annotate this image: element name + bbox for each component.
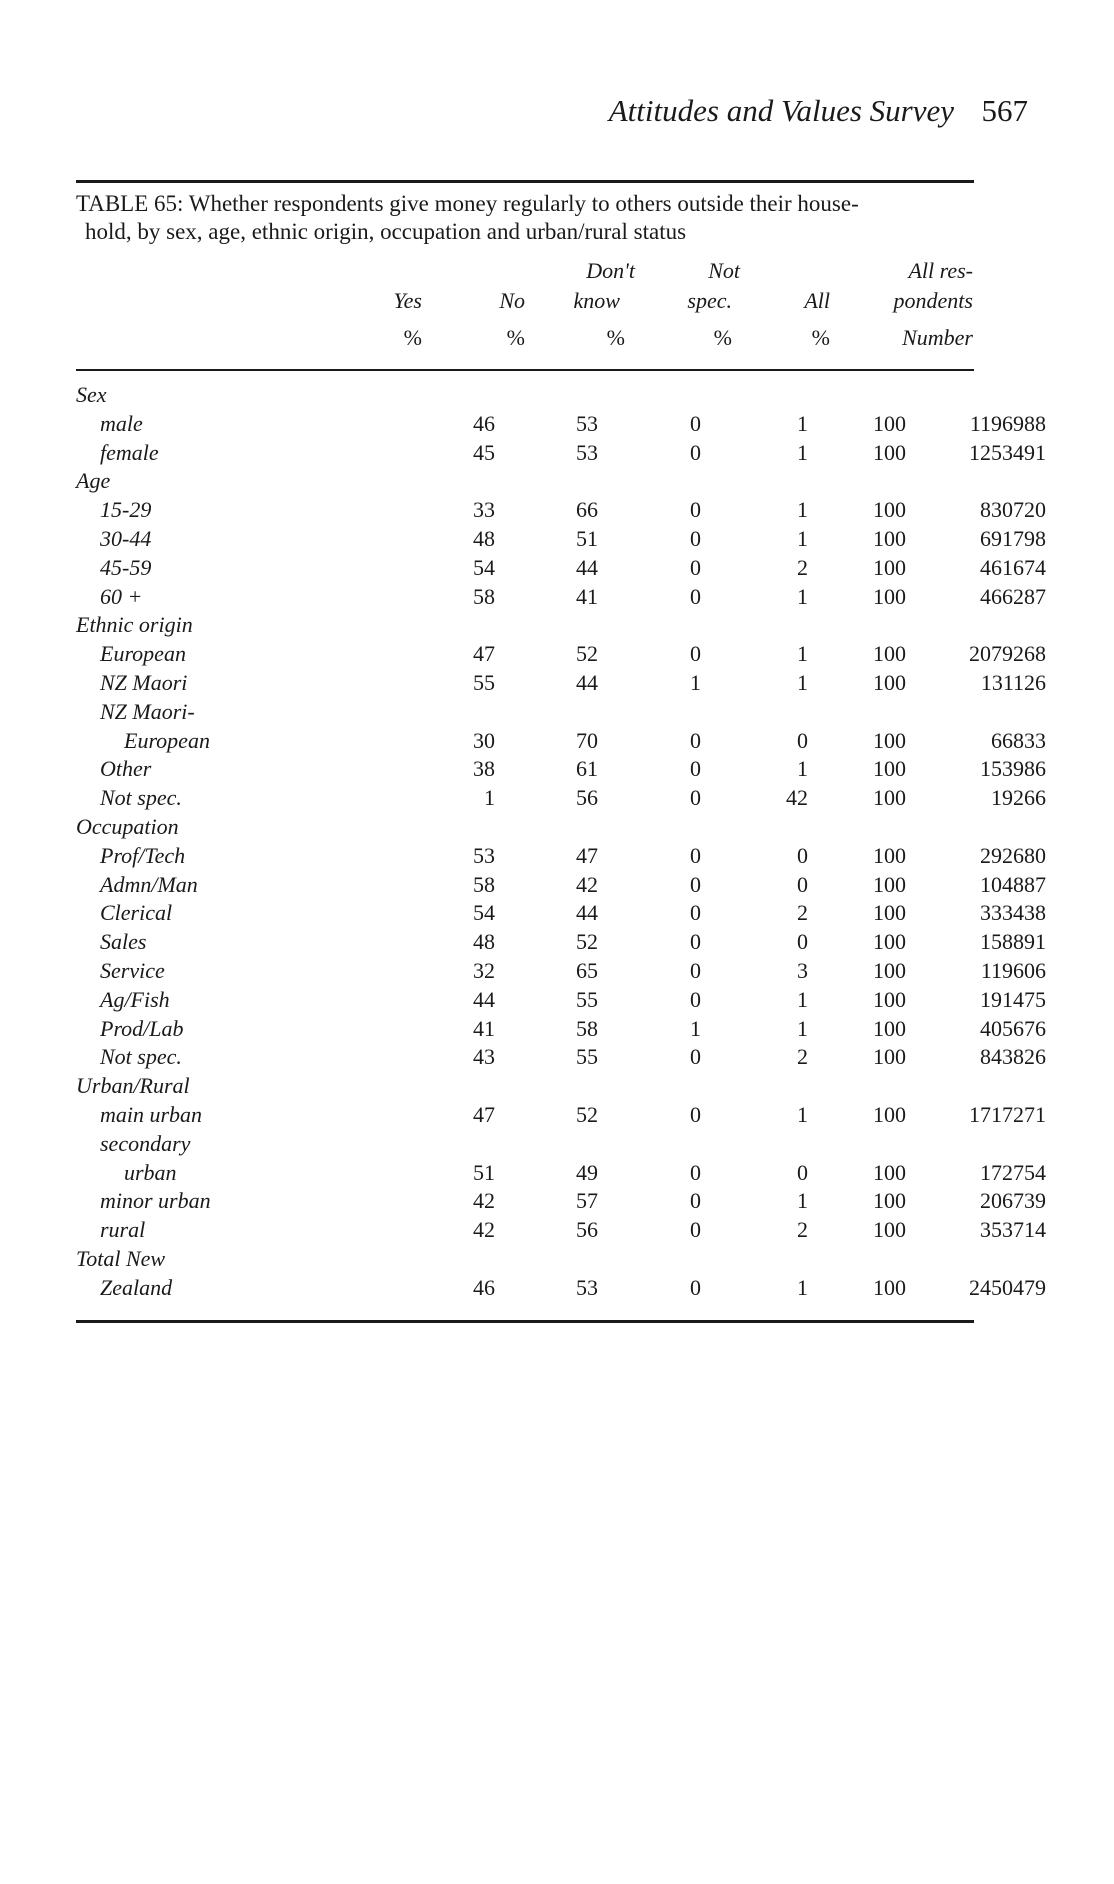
cell-all: 100 — [873, 1188, 906, 1214]
cell-yes: 51 — [473, 1159, 495, 1185]
cell-yes: 1 — [484, 785, 495, 811]
cell-dont-know: 0 — [690, 785, 701, 811]
table-row — [76, 1188, 1046, 1216]
cell-all: 100 — [873, 410, 906, 436]
cell-not-spec: 1 — [797, 1274, 808, 1300]
table-row — [76, 699, 976, 727]
cell-not-spec: 1 — [797, 526, 808, 551]
section-row — [76, 1073, 976, 1101]
row-label: Service — [100, 958, 165, 983]
row-label: Prod/Lab — [100, 1015, 184, 1041]
cell-no: 65 — [576, 958, 598, 983]
cell-yes: 58 — [473, 583, 495, 609]
cell-no: 56 — [576, 1217, 598, 1243]
cell-all: 100 — [873, 842, 906, 868]
header-all-respondents-line1: All res- — [908, 258, 973, 283]
row-label: Clerical — [100, 900, 173, 926]
table-row — [76, 1159, 1046, 1188]
row-label: 45-59 — [100, 554, 152, 580]
cell-no: 58 — [576, 1015, 598, 1041]
row-label: 60 + — [100, 583, 143, 609]
table-row — [76, 439, 1046, 468]
cell-yes: 42 — [473, 1217, 495, 1243]
table-row — [76, 526, 1046, 554]
row-label: secondary — [100, 1130, 191, 1156]
cell-number: 191475 — [980, 986, 1046, 1012]
row-label: male — [100, 410, 143, 436]
cell-no: 47 — [576, 842, 598, 868]
header-no: No — [499, 288, 525, 313]
table-row — [76, 871, 1046, 900]
cell-yes: 54 — [473, 554, 495, 580]
cell-dont-know: 1 — [690, 670, 701, 695]
section-label: Sex — [76, 382, 107, 407]
row-label: Other — [100, 756, 152, 782]
cell-all: 100 — [873, 785, 906, 811]
row-label: European — [124, 727, 210, 753]
cell-no: 53 — [576, 439, 598, 465]
cell-number: 131126 — [980, 670, 1046, 695]
cell-number: 158891 — [980, 929, 1046, 955]
section-label: Occupation — [76, 814, 179, 839]
section-label: Urban/Rural — [76, 1073, 190, 1099]
cell-yes: 55 — [473, 670, 495, 695]
section-row — [76, 814, 976, 842]
row-label: NZ Maori- — [100, 698, 195, 724]
cell-number: 1253491 — [969, 439, 1046, 465]
cell-number: 405676 — [980, 1015, 1046, 1041]
table-row — [76, 1217, 1046, 1245]
cell-dont-know: 0 — [690, 526, 701, 551]
table-row — [76, 986, 1046, 1015]
cell-no: 49 — [576, 1159, 598, 1185]
cell-all: 100 — [873, 986, 906, 1012]
cell-number: 1196988 — [969, 410, 1046, 436]
table-caption — [76, 190, 976, 246]
unit-all-respondents: Number — [902, 325, 973, 350]
page-number: 567 — [981, 93, 1028, 128]
cell-not-spec: 0 — [797, 929, 808, 955]
cell-all: 100 — [873, 1159, 906, 1185]
cell-no: 56 — [576, 785, 598, 811]
cell-number: 461674 — [980, 554, 1046, 580]
cell-yes: 54 — [473, 900, 495, 926]
cell-number: 843826 — [980, 1044, 1046, 1070]
table-row — [76, 929, 1046, 957]
cell-not-spec: 1 — [797, 986, 808, 1012]
table-row — [76, 958, 1046, 986]
cell-yes: 48 — [473, 929, 495, 955]
table-row — [76, 554, 1046, 583]
cell-yes: 41 — [473, 1015, 495, 1041]
cell-no: 44 — [576, 900, 598, 926]
cell-dont-know: 0 — [690, 583, 701, 609]
header-yes: Yes — [393, 288, 422, 313]
cell-dont-know: 0 — [690, 986, 701, 1012]
cell-dont-know: 0 — [690, 1188, 701, 1214]
unit-all: % — [811, 325, 830, 350]
cell-dont-know: 0 — [690, 410, 701, 436]
table-row — [76, 1015, 1046, 1044]
cell-not-spec: 1 — [797, 439, 808, 465]
cell-number: 2079268 — [969, 641, 1046, 667]
cell-number: 1717271 — [969, 1102, 1046, 1127]
cell-dont-know: 0 — [690, 641, 701, 667]
table-row — [76, 410, 1046, 439]
row-label: Sales — [100, 929, 147, 955]
cell-no: 51 — [576, 526, 598, 551]
row-label: Ag/Fish — [100, 986, 170, 1012]
cell-not-spec: 0 — [797, 1159, 808, 1185]
cell-not-spec: 42 — [786, 785, 808, 811]
row-label: main urban — [100, 1102, 203, 1127]
unit-yes: % — [403, 325, 422, 350]
table-row — [76, 727, 1046, 756]
cell-number: 19266 — [991, 785, 1046, 811]
unit-dont-know: % — [606, 325, 625, 350]
cell-not-spec: 0 — [797, 871, 808, 897]
cell-all: 100 — [873, 1044, 906, 1070]
row-label: 15-29 — [100, 497, 152, 523]
cell-not-spec: 1 — [797, 1015, 808, 1041]
cell-no: 55 — [576, 1044, 598, 1070]
section-row — [76, 468, 976, 496]
cell-dont-know: 0 — [690, 1102, 701, 1127]
table-row — [76, 583, 1046, 612]
unit-no: % — [506, 325, 525, 350]
cell-yes: 42 — [473, 1188, 495, 1214]
unit-not-spec: % — [713, 325, 732, 350]
cell-all: 100 — [873, 958, 906, 983]
header-rule — [76, 369, 974, 371]
cell-all: 100 — [873, 497, 906, 523]
table-row — [76, 670, 1046, 698]
cell-all: 100 — [873, 670, 906, 695]
cell-yes: 58 — [473, 871, 495, 897]
cell-no: 61 — [576, 756, 598, 782]
caption-line-1: TABLE 65: Whether respondents give money regularly to others outside their house- — [76, 191, 859, 216]
cell-yes: 46 — [473, 1274, 495, 1300]
cell-not-spec: 2 — [797, 554, 808, 580]
cell-not-spec: 2 — [797, 1217, 808, 1243]
cell-all: 100 — [873, 871, 906, 897]
cell-yes: 32 — [473, 958, 495, 983]
cell-not-spec: 1 — [797, 410, 808, 436]
cell-number: 172754 — [980, 1159, 1046, 1185]
cell-not-spec: 0 — [797, 842, 808, 868]
cell-number: 119606 — [980, 958, 1046, 983]
cell-yes: 43 — [473, 1044, 495, 1070]
row-label: NZ Maori — [100, 670, 188, 695]
cell-not-spec: 1 — [797, 1188, 808, 1214]
cell-yes: 53 — [473, 842, 495, 868]
top-rule — [76, 180, 974, 183]
cell-dont-know: 0 — [690, 1159, 701, 1185]
cell-not-spec: 2 — [797, 900, 808, 926]
cell-yes: 45 — [473, 439, 495, 465]
cell-no: 57 — [576, 1188, 598, 1214]
section-row — [76, 612, 976, 640]
cell-all: 100 — [873, 554, 906, 580]
cell-not-spec: 1 — [797, 497, 808, 523]
header-dont-know-line2: know — [573, 288, 620, 313]
cell-number: 830720 — [980, 497, 1046, 523]
row-label: European — [100, 641, 186, 667]
running-title: Attitudes and Values Survey — [608, 93, 954, 128]
cell-not-spec: 1 — [797, 583, 808, 609]
caption-line-2: hold, by sex, age, ethnic origin, occupation and urban/rural status — [85, 219, 687, 244]
cell-yes: 47 — [473, 1102, 495, 1127]
cell-no: 53 — [576, 410, 598, 436]
cell-no: 70 — [576, 727, 598, 753]
cell-dont-know: 0 — [690, 900, 701, 926]
cell-not-spec: 2 — [797, 1044, 808, 1070]
cell-all: 100 — [873, 756, 906, 782]
cell-number: 104887 — [980, 871, 1046, 897]
table-row — [76, 1131, 976, 1159]
table-row — [76, 900, 1046, 928]
table-row — [76, 756, 1046, 784]
cell-all: 100 — [873, 583, 906, 609]
row-label: 30-44 — [100, 526, 152, 551]
cell-all: 100 — [873, 439, 906, 465]
cell-all: 100 — [873, 526, 906, 551]
table-row — [76, 1274, 1046, 1303]
cell-yes: 47 — [473, 641, 495, 667]
section-row — [76, 1246, 976, 1274]
cell-all: 100 — [873, 1274, 906, 1300]
cell-yes: 48 — [473, 526, 495, 551]
header-not-spec-line1: Not — [708, 258, 740, 283]
cell-no: 44 — [576, 554, 598, 580]
cell-dont-know: 0 — [690, 554, 701, 580]
table-row — [76, 842, 1046, 871]
cell-dont-know: 0 — [690, 497, 701, 523]
cell-no: 41 — [576, 583, 598, 609]
section-row — [76, 382, 976, 410]
row-label: Admn/Man — [100, 871, 198, 897]
cell-number: 691798 — [980, 526, 1046, 551]
cell-no: 53 — [576, 1274, 598, 1300]
cell-all: 100 — [873, 1102, 906, 1127]
cell-no: 52 — [576, 929, 598, 955]
cell-dont-know: 0 — [690, 958, 701, 983]
cell-all: 100 — [873, 1015, 906, 1041]
cell-not-spec: 1 — [797, 756, 808, 782]
cell-dont-know: 0 — [690, 756, 701, 782]
cell-yes: 44 — [473, 986, 495, 1012]
cell-dont-know: 0 — [690, 1274, 701, 1300]
cell-not-spec: 1 — [797, 1102, 808, 1127]
table-row — [76, 785, 1046, 813]
header-all-respondents-line2: pondents — [893, 288, 973, 313]
row-label: urban — [124, 1159, 177, 1185]
bottom-rule — [76, 1320, 974, 1323]
cell-no: 52 — [576, 1102, 598, 1127]
cell-dont-know: 0 — [690, 1044, 701, 1070]
table-row — [76, 1102, 1046, 1130]
table-row — [76, 641, 1046, 669]
header-all: All — [804, 288, 830, 313]
cell-no: 44 — [576, 670, 598, 695]
row-label: Not spec. — [100, 1044, 182, 1070]
cell-dont-know: 0 — [690, 1217, 701, 1243]
cell-number: 333438 — [980, 900, 1046, 926]
cell-all: 100 — [873, 641, 906, 667]
section-label: Total New — [76, 1246, 166, 1271]
cell-no: 42 — [576, 871, 598, 897]
running-head — [0, 93, 1114, 133]
cell-dont-know: 1 — [690, 1015, 701, 1041]
cell-dont-know: 0 — [690, 439, 701, 465]
cell-yes: 30 — [473, 727, 495, 753]
cell-not-spec: 0 — [797, 727, 808, 753]
table-row — [76, 497, 1046, 525]
row-label: female — [100, 439, 159, 465]
row-label: rural — [100, 1217, 146, 1243]
cell-dont-know: 0 — [690, 929, 701, 955]
cell-number: 206739 — [980, 1188, 1046, 1214]
cell-yes: 38 — [473, 756, 495, 782]
cell-no: 66 — [576, 497, 598, 523]
row-label: Not spec. — [100, 785, 182, 811]
cell-dont-know: 0 — [690, 871, 701, 897]
row-label: Prof/Tech — [100, 842, 186, 868]
cell-number: 2450479 — [969, 1274, 1046, 1300]
cell-all: 100 — [873, 727, 906, 753]
cell-number: 466287 — [980, 583, 1046, 609]
cell-no: 52 — [576, 641, 598, 667]
cell-all: 100 — [873, 1217, 906, 1243]
cell-not-spec: 3 — [797, 958, 808, 983]
cell-yes: 33 — [473, 497, 495, 523]
cell-all: 100 — [873, 929, 906, 955]
cell-dont-know: 0 — [690, 842, 701, 868]
cell-number: 292680 — [980, 842, 1046, 868]
cell-no: 55 — [576, 986, 598, 1012]
section-label: Age — [76, 468, 111, 494]
cell-yes: 46 — [473, 410, 495, 436]
cell-number: 153986 — [980, 756, 1046, 782]
cell-not-spec: 1 — [797, 641, 808, 667]
row-label: minor urban — [100, 1188, 211, 1214]
cell-all: 100 — [873, 900, 906, 926]
cell-dont-know: 0 — [690, 727, 701, 753]
cell-number: 66833 — [991, 727, 1046, 753]
header-dont-know-line1: Don't — [586, 258, 635, 283]
header-not-spec-line2: spec. — [687, 288, 732, 313]
cell-number: 353714 — [980, 1217, 1046, 1243]
row-label: Zealand — [100, 1274, 173, 1300]
cell-not-spec: 1 — [797, 670, 808, 695]
table-row — [76, 1044, 1046, 1072]
section-label: Ethnic origin — [76, 612, 193, 638]
